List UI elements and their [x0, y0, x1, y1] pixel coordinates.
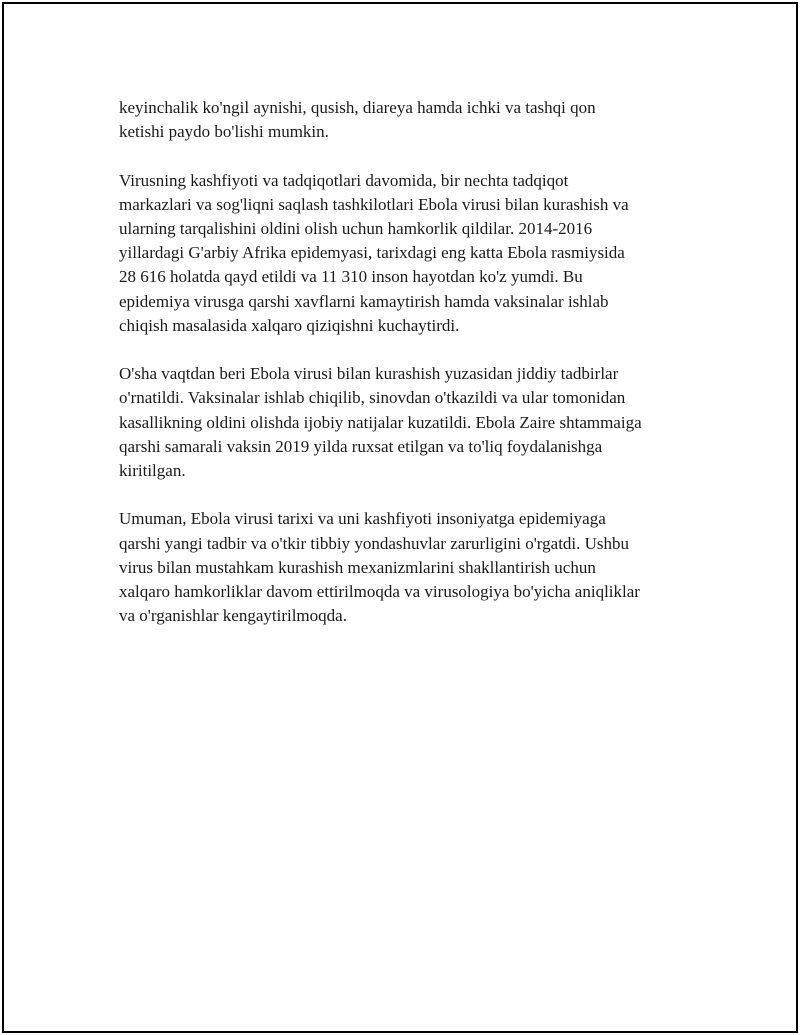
text-line: yillardagi G'arbiy Afrika epidemyasi, tarixdagi eng katta Ebola rasmiysida: [119, 243, 625, 263]
text-line: kiritilgan.: [119, 461, 186, 481]
paragraph-vaccines: [119, 362, 699, 483]
text-line: ularning tarqalishini oldini olish uchun hamkorlik qildilar. 2014-2016: [119, 219, 593, 238]
paragraph-research: [119, 169, 699, 338]
text-line: markazlari va sog'liqni saqlash tashkilotlari Ebola virusi bilan kurashish va: [119, 194, 629, 214]
text-line: 28 616 holatda qayd etildi va 11 310 inson hayotdan ko'z yumdi. Bu: [119, 267, 583, 287]
text-line: kasallikning oldini olishda ijobiy natijalar kuzatildi. Ebola Zaire shtammaiga: [119, 412, 642, 432]
text-line: va o'rganishlar kengaytirilmoqda.: [119, 606, 347, 626]
text-line: keyinchalik ko'ngil aynishi, qusish, diareya hamda ichki va tashqi qon: [119, 98, 596, 117]
document-body: [119, 96, 699, 653]
paragraph-symptoms: [119, 96, 699, 144]
text-line: o'rnatildi. Vaksinalar ishlab chiqilib, sinovdan o'tkazildi va ular tomonidan: [119, 388, 626, 408]
text-line: O'sha vaqtdan beri Ebola virusi bilan kurashish yuzasidan jiddiy tadbirlar: [119, 364, 619, 384]
text-line: Virusning kashfiyoti va tadqiqotlari davomida, bir nechta tadqiqot: [119, 170, 569, 190]
text-line: epidemiya virusga qarshi xavflarni kamaytirish hamda vaksinalar ishlab: [119, 291, 609, 311]
text-line: chiqish masalasida xalqaro qiziqishni kuchaytirdi.: [119, 315, 460, 335]
text-line: xalqaro hamkorliklar davom ettirilmoqda va virusologiya bo'yicha aniqliklar: [119, 582, 640, 602]
text-line: virus bilan mustahkam kurashish mexanizmlarini shakllantirish uchun: [119, 557, 596, 577]
text-line: ketishi paydo bo'lishi mumkin.: [119, 122, 329, 142]
text-line: qarshi yangi tadbir va o'tkir tibbiy yondashuvlar zarurligini o'rgatdi. Ushbu: [119, 533, 630, 553]
text-line: qarshi samarali vaksin 2019 yilda ruxsat etilgan va to'liq foydalanishga: [119, 436, 603, 456]
text-line: Umuman, Ebola virusi tarixi va uni kashfiyoti insoniyatga epidemiyaga: [119, 509, 606, 529]
document-page: [2, 2, 798, 1033]
paragraph-conclusion: [119, 507, 699, 628]
